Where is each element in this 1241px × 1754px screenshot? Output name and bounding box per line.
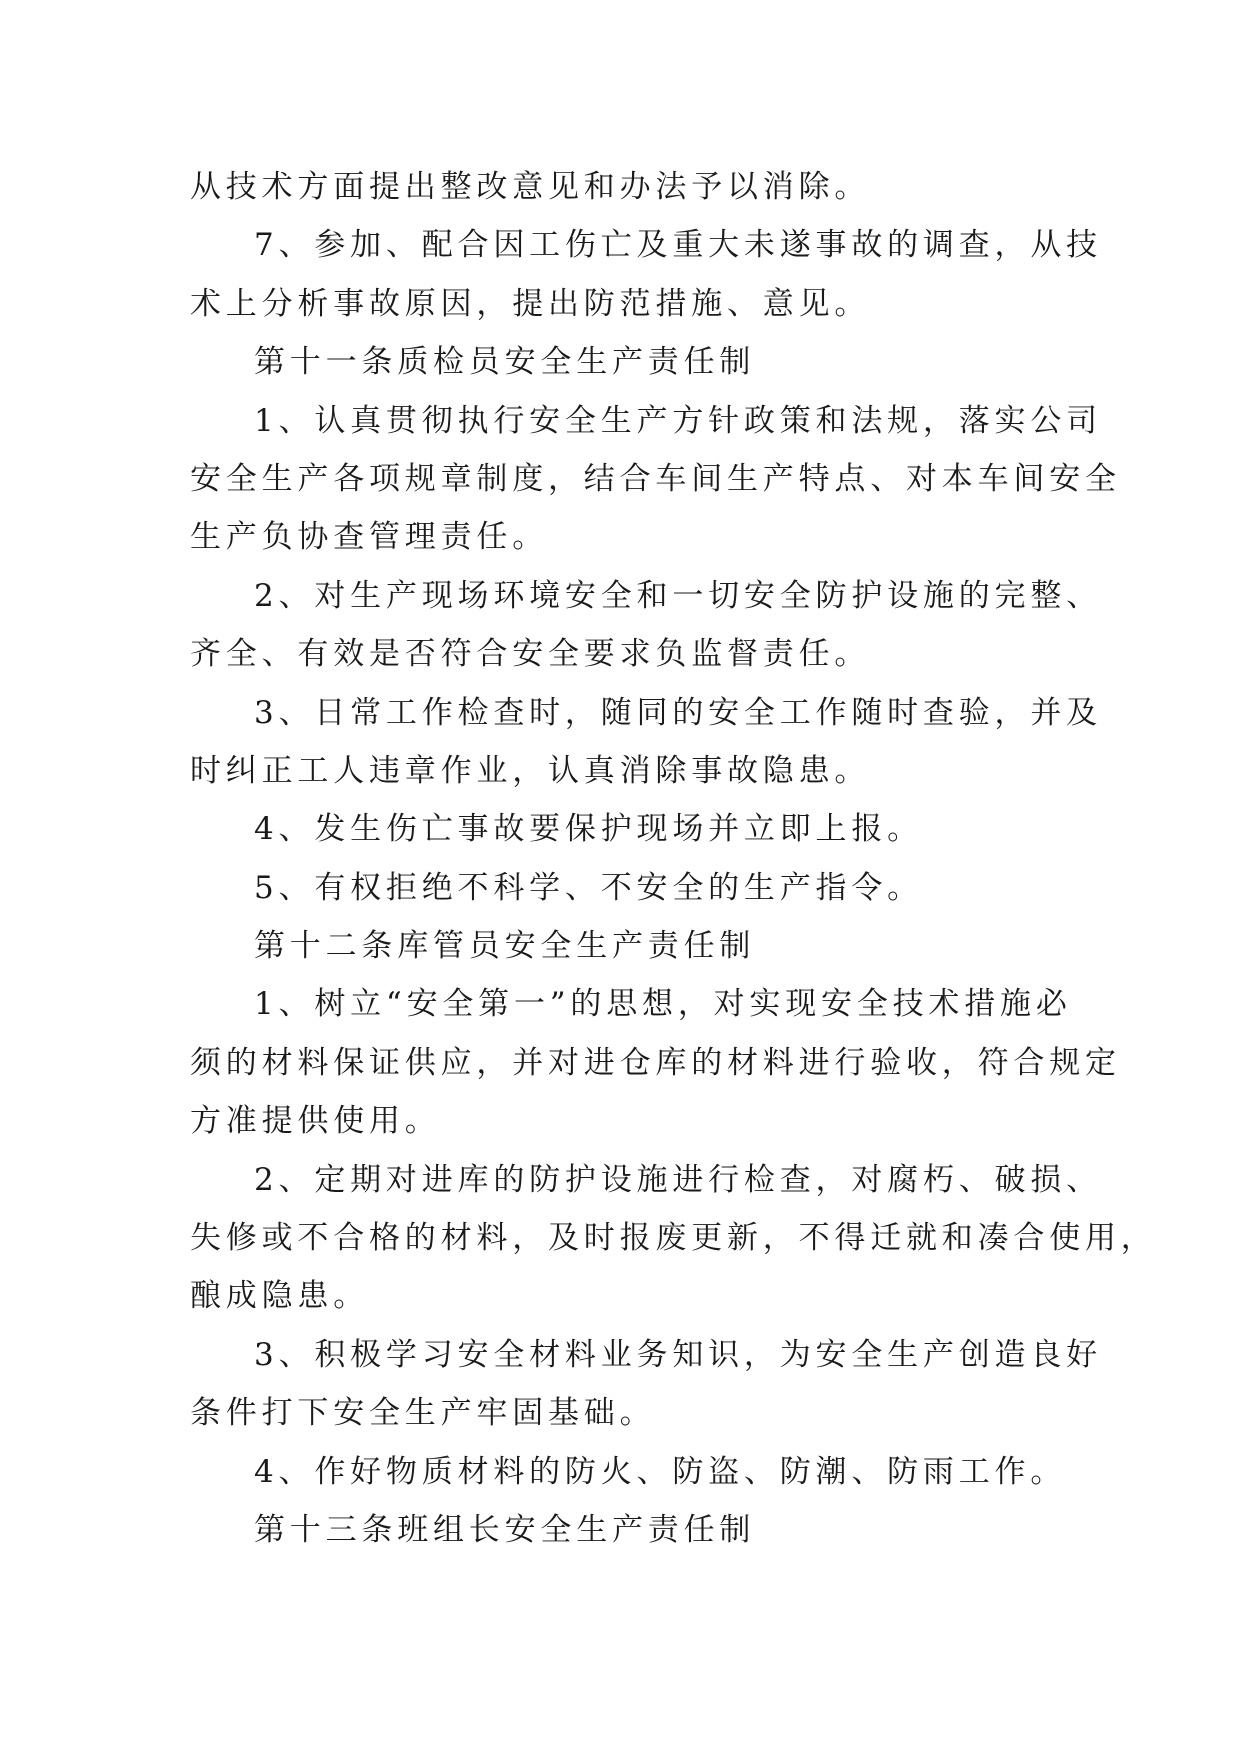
text-line: 第十一条质检员安全生产责任制 <box>254 344 756 381</box>
text-line: 从技术方面提出整改意见和办法予以消除。 <box>190 169 871 205</box>
text-line: 须的材料保证供应，并对进仓库的材料进行验收，符合规定 <box>190 1044 1121 1081</box>
text-line: 1、认真贯彻执行安全生产方针政策和法规，落实公司 <box>254 402 1102 439</box>
text-line: 安全生产各项规章制度，结合车间生产特点、对本车间安全 <box>190 460 1121 497</box>
text-line: 术上分析事故原因，提出防范措施、意见。 <box>190 285 871 322</box>
text-line: 4、发生伤亡事故要保护现场并立即上报。 <box>254 811 923 848</box>
text-line: 第十三条班组长安全生产责任制 <box>254 1511 756 1548</box>
text-line: 条件打下安全生产牢固基础。 <box>190 1395 656 1432</box>
text-line: 3、积极学习安全材料业务知识，为安全生产创造良好 <box>254 1336 1102 1373</box>
text-line: 1、树立“安全第一”的思想，对实现安全技术措施必 <box>254 986 1072 1023</box>
text-line: 酿成隐患。 <box>190 1278 369 1315</box>
text-line: 3、日常工作检查时，随同的安全工作随时查验，并及 <box>254 694 1102 731</box>
text-line: 2、定期对进库的防护设施进行检查，对腐朽、破损、 <box>254 1161 1102 1198</box>
document-body <box>190 158 1157 1559</box>
text-line: 时纠正工人违章作业，认真消除事故隐患。 <box>190 752 871 789</box>
text-line: 方准提供使用。 <box>190 1103 441 1140</box>
text-line: 2、对生产现场环境安全和一切安全防护设施的完整、 <box>254 577 1102 614</box>
text-line: 7、参加、配合因工伤亡及重大未遂事故的调查，从技 <box>254 227 1102 264</box>
text-line: 生产负协查管理责任。 <box>190 519 548 556</box>
text-line: 5、有权拒绝不科学、不安全的生产指令。 <box>254 869 923 906</box>
text-line: 齐全、有效是否符合安全要求负监督责任。 <box>190 636 871 673</box>
text-line: 第十二条库管员安全生产责任制 <box>254 928 756 965</box>
text-line: 失修或不合格的材料，及时报废更新，不得迁就和凑合使用， <box>190 1220 1157 1257</box>
text-line: 4、作好物质材料的防火、防盗、防潮、防雨工作。 <box>254 1453 1067 1490</box>
